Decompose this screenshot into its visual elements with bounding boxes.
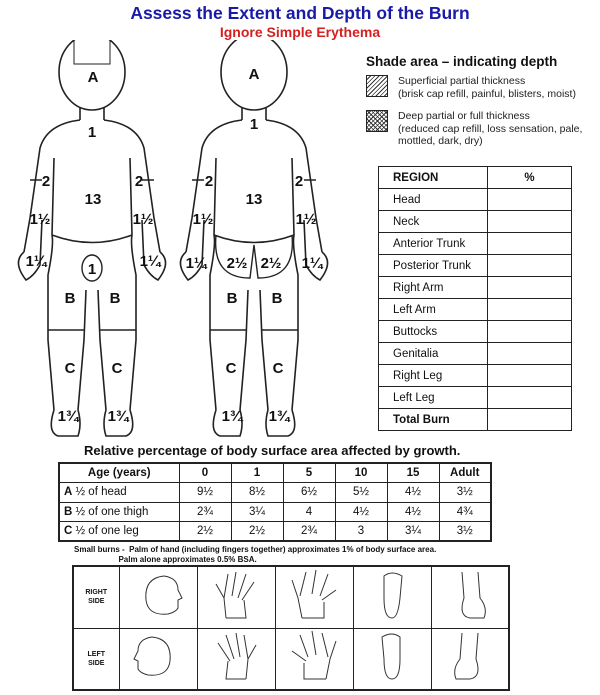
region-name: Neck [379, 211, 488, 233]
side-label [73, 566, 119, 628]
cell: 3½ [439, 483, 491, 503]
depth-legend [366, 54, 598, 158]
row-name: ½ of one leg [75, 525, 139, 537]
cell: 4½ [387, 502, 439, 522]
foot-sole-icon [353, 566, 431, 628]
column-header: 15 [387, 463, 439, 483]
side-text: RIGHT [85, 589, 108, 597]
hand-back-icon [197, 628, 275, 690]
cell: 8½ [231, 483, 283, 503]
legend-desc: (brisk cap refill, painful, blisters, moist) [398, 87, 576, 100]
table-row [379, 343, 572, 365]
percent-cell[interactable] [488, 321, 572, 343]
region-label: C [64, 360, 76, 377]
growth-caption: Relative percentage of body surface area affected by growth. [84, 443, 461, 458]
region-label: B [226, 290, 238, 307]
region-label: 13 [245, 191, 263, 208]
region-label: 1½ [295, 211, 317, 228]
table-row [73, 566, 509, 628]
legend-label: Superficial partial thickness [398, 75, 526, 87]
region-label: 2 [204, 173, 214, 190]
percent-cell[interactable] [488, 343, 572, 365]
growth-table [58, 462, 492, 542]
crosshatch-swatch-icon [366, 110, 388, 132]
region-label: 2½ [260, 255, 282, 272]
region-label: B [64, 290, 76, 307]
foot-top-icon [431, 628, 509, 690]
row-letter: A [64, 486, 73, 499]
legend-item-deep [366, 110, 598, 148]
region-label: 1¼ [301, 255, 323, 272]
region-name: Right Leg [379, 365, 488, 387]
cell: 3¼ [387, 522, 439, 542]
region-name: Total Burn [379, 409, 488, 431]
region-label: 1 [249, 116, 259, 133]
region-label: 2 [41, 173, 51, 190]
cell: 5½ [335, 483, 387, 503]
percent-cell[interactable] [488, 409, 572, 431]
table-row [379, 255, 572, 277]
column-header: 0 [179, 463, 231, 483]
legend-desc: (reduced cap refill, loss sensation, pale, [398, 122, 583, 135]
row-name: ½ of one thigh [75, 505, 149, 518]
percent-header: % [488, 167, 572, 189]
percent-cell[interactable] [488, 365, 572, 387]
percent-cell[interactable] [488, 387, 572, 409]
region-table [378, 166, 572, 431]
legend-title: Shade area – indicating depth [366, 54, 558, 69]
region-label: 2½ [226, 255, 248, 272]
region-label: 1¾ [57, 408, 79, 425]
percent-cell[interactable] [488, 233, 572, 255]
table-row [379, 211, 572, 233]
percent-cell[interactable] [488, 189, 572, 211]
cell: 3 [335, 522, 387, 542]
percent-cell[interactable] [488, 255, 572, 277]
hand-palm-icon [275, 566, 353, 628]
region-label: 1¾ [268, 408, 290, 425]
region-name: Genitalia [379, 343, 488, 365]
table-row [379, 233, 572, 255]
page-title: Assess the Extent and Depth of the Burn [130, 3, 470, 23]
region-label: 1¼ [25, 253, 47, 270]
front-body-figure [18, 40, 165, 436]
percent-cell[interactable] [488, 277, 572, 299]
cell: 3¼ [231, 502, 283, 522]
region-label: 1½ [132, 211, 154, 228]
cell: 4 [283, 502, 335, 522]
column-header: Age (years) [59, 463, 179, 483]
cell: 6½ [283, 483, 335, 503]
region-label: 1¾ [107, 408, 129, 425]
row-name: ½ of head [75, 486, 127, 499]
region-label: 1½ [29, 211, 51, 228]
row-label [59, 483, 179, 503]
hatch-swatch-icon [366, 75, 388, 97]
cell: 2½ [179, 522, 231, 542]
table-row [73, 628, 509, 690]
side-text: SIDE [88, 659, 105, 667]
region-name: Right Arm [379, 277, 488, 299]
row-letter: B [64, 505, 73, 518]
percent-cell[interactable] [488, 211, 572, 233]
cell: 2¾ [179, 502, 231, 522]
column-header: 5 [283, 463, 335, 483]
head-profile-icon [119, 566, 197, 628]
table-row [59, 502, 491, 522]
cell: 2½ [231, 522, 283, 542]
region-name: Head [379, 189, 488, 211]
region-name: Left Leg [379, 387, 488, 409]
back-body-figure [180, 40, 327, 436]
hand-foot-table [72, 565, 510, 691]
hand-back-icon [197, 566, 275, 628]
hand-palm-icon [275, 628, 353, 690]
region-label: 1 [87, 261, 97, 278]
cell: 4½ [387, 483, 439, 503]
table-row [59, 483, 491, 503]
region-label: B [271, 290, 283, 307]
row-label [59, 522, 179, 542]
region-label: 2 [294, 173, 304, 190]
region-name: Left Arm [379, 299, 488, 321]
table-row [59, 522, 491, 542]
legend-item-superficial [366, 75, 598, 100]
front-labels [26, 69, 162, 425]
column-header: 1 [231, 463, 283, 483]
table-row [379, 277, 572, 299]
region-name: Buttocks [379, 321, 488, 343]
legend-desc: mottled, dark, dry) [398, 135, 483, 147]
region-label: A [248, 66, 260, 83]
total-row [379, 409, 572, 431]
side-text: SIDE [88, 598, 105, 606]
page-subtitle: Ignore Simple Erythema [219, 24, 381, 40]
legend-label: Deep partial or full thickness [398, 110, 530, 122]
column-header: Adult [439, 463, 491, 483]
cell: 4¾ [439, 502, 491, 522]
cell: 4½ [335, 502, 387, 522]
region-label: 2 [134, 173, 144, 190]
region-label: 1¼ [139, 253, 161, 270]
column-header: 10 [335, 463, 387, 483]
region-header: REGION [379, 167, 488, 189]
percent-cell[interactable] [488, 299, 572, 321]
small-burns-note: Small burns - Palm of hand (including fingers together) approximates 1% of body surface area. Palm alone approximates 0.5% BSA. [74, 545, 437, 564]
cell: 3½ [439, 522, 491, 542]
row-label [59, 502, 179, 522]
cell: 9½ [179, 483, 231, 503]
region-label: C [111, 360, 123, 377]
table-row [379, 321, 572, 343]
row-letter: C [64, 525, 73, 537]
table-row [379, 365, 572, 387]
region-name: Anterior Trunk [379, 233, 488, 255]
region-label: 1¾ [221, 408, 243, 425]
foot-top-icon [431, 566, 509, 628]
region-label: C [272, 360, 284, 377]
region-name: Posterior Trunk [379, 255, 488, 277]
side-text: LEFT [87, 650, 105, 658]
body-diagrams [0, 40, 340, 445]
side-label [73, 628, 119, 690]
table-row [379, 387, 572, 409]
region-label: 13 [84, 191, 102, 208]
head-profile-icon [119, 628, 197, 690]
region-label: 1 [87, 124, 97, 141]
foot-sole-icon [353, 628, 431, 690]
table-row [379, 299, 572, 321]
cell: 2¾ [283, 522, 335, 542]
region-label: A [87, 69, 99, 86]
region-label: C [225, 360, 237, 377]
region-label: 1¼ [185, 255, 207, 272]
region-label: B [109, 290, 121, 307]
region-label: 1½ [192, 211, 214, 228]
table-row [379, 189, 572, 211]
